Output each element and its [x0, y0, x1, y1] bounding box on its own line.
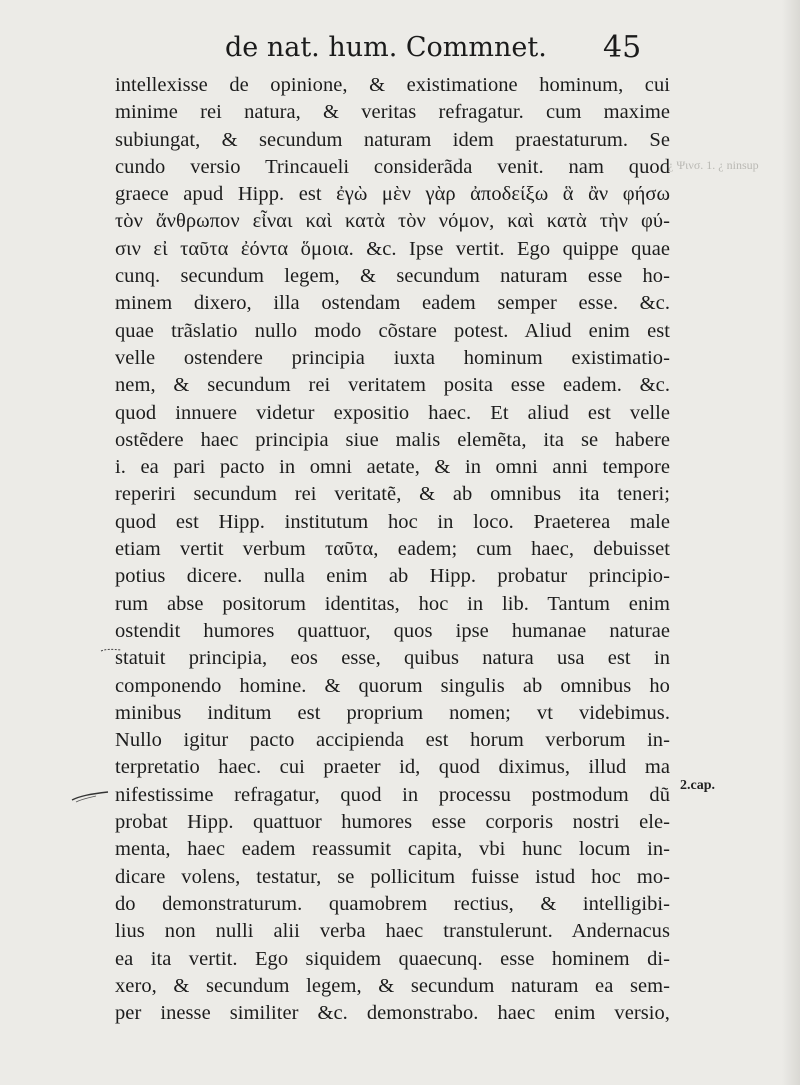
page-spine-shadow	[782, 0, 800, 1085]
text-line: nifestissime refragatur, quod in processu postmodum dũ	[115, 783, 670, 806]
text-line: etiam vertit verbum ταῦτα, eadem; cum haec, debuisset	[115, 538, 670, 561]
text-line: quod innuere videtur expositio haec. Et aliud est velle	[115, 401, 670, 424]
text-line: quod est Hipp. institutum hoc in loco. Praeterea male	[115, 510, 670, 533]
text-line: τὸν ἄνθρωπον εἶναι καὶ κατὰ τὸν νόμον, καὶ κατὰ τὴν φύ-	[115, 210, 670, 233]
text-line: minem dixero, illa ostendam eadem semper esse. &c.	[115, 292, 670, 315]
text-line: probat Hipp. quattuor humores esse corporis nostri ele-	[115, 811, 670, 834]
text-line: ostendit humores quattuor, quos ipse humanae naturae	[115, 619, 670, 642]
text-line: σιν εἰ ταῦτα ἐόντα ὅμοια. &c. Ipse vertit. Ego quippe quae	[115, 237, 670, 260]
running-head: de nat. hum. Commnet.	[225, 32, 547, 63]
text-line: nem, & secundum rei veritatem posita esse eadem. &c.	[115, 374, 670, 397]
text-line: minibus inditum est proprium nomen; vt videbimus.	[115, 701, 670, 724]
ink-stroke-mark	[70, 790, 110, 804]
text-line: ostẽdere haec principia siue malis elemẽta, ita se habere	[115, 428, 670, 451]
text-line: menta, haec eadem reassumit capita, vbi hunc locum in-	[115, 838, 670, 861]
text-line: do demonstraturum. quamobrem rectius, & intelligibi-	[115, 892, 670, 915]
text-line: minime rei natura, & veritas refragatur. cum maxime	[115, 101, 670, 124]
body-text	[115, 72, 670, 1027]
text-line: componendo homine. & quorum singulis ab omnibus ho	[115, 674, 670, 697]
text-line: rum abse positorum identitas, hoc in lib. Tantum enim	[115, 592, 670, 615]
text-line: i. ea pari pacto in omni aetate, & in omni anni tempore	[115, 456, 670, 479]
text-line: subiungat, & secundum naturam idem praestaturum. Se	[115, 128, 670, 151]
text-line: terpretatio haec. cui praeter id, quod diximus, illud ma	[115, 756, 670, 779]
text-line: ea ita vertit. Ego siquidem quaecunq. esse hominem di-	[115, 947, 670, 970]
text-line: xero, & secundum legem, & secundum naturam ea sem-	[115, 974, 670, 997]
text-line: per inesse similiter &c. demonstrabo. haec enim versio,	[115, 1002, 670, 1025]
text-line: velle ostendere principia iuxta hominum existimatio-	[115, 346, 670, 369]
text-line: cunq. secundum legem, & secundum naturam esse ho-	[115, 265, 670, 288]
text-line: graece apud Hipp. est ἐγὼ μὲν γὰρ ἀποδείξω ἃ ἂν φήσω	[115, 183, 670, 206]
text-line: dicare volens, testatur, se pollicitum fuisse istud hoc mo-	[115, 865, 670, 888]
text-line: quae trãslatio nullo modo cõstare potest. Aliud enim est	[115, 319, 670, 342]
text-line: reperiri secundum rei veritatẽ, & ab omnibus ita teneri;	[115, 483, 670, 506]
margin-note: 2.cap.	[680, 778, 715, 793]
text-line: Nullo igitur pacto accipienda est horum verborum in-	[115, 729, 670, 752]
page-number: 45	[603, 30, 642, 65]
text-line: cundo versio Trincaueli considerãda venit. nam quod	[115, 155, 670, 178]
text-line: lius non nulli alii verba haec transtulerunt. Andernacus	[115, 920, 670, 943]
text-line: potius dicere. nulla enim ab Hipp. probatur principio-	[115, 565, 670, 588]
ink-stroke-mark	[100, 645, 122, 655]
text-line: statuit principia, eos esse, quibus natura usa est in	[115, 647, 670, 670]
page-header	[225, 30, 665, 70]
bleed-through-text: ¿ Ψινσ. 1. ¿ ninsup	[668, 158, 759, 172]
text-line: intellexisse de opinione, & existimatione hominum, cui	[115, 74, 670, 96]
